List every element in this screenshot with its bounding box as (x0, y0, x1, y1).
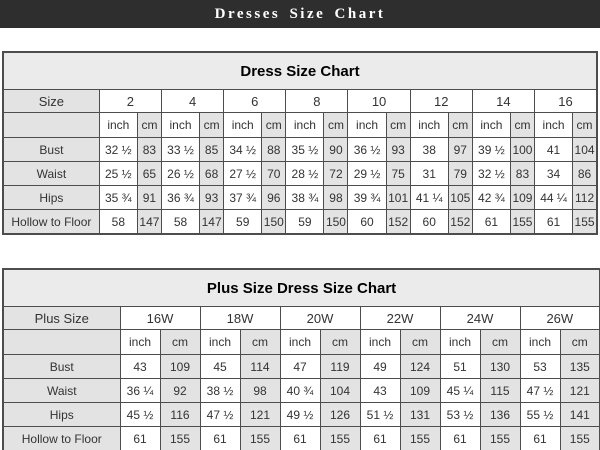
measurement-cm-cell: 105 (448, 186, 472, 210)
measurement-inch-cell: 43 (360, 379, 400, 403)
measurement-inch-cell: 53 ½ (440, 403, 480, 427)
measurement-cm-cell: 155 (480, 427, 520, 450)
measurement-cm-cell: 104 (573, 138, 597, 162)
row-label: Hollow to Floor (3, 210, 99, 235)
measurement-row (3, 138, 597, 162)
measurement-cm-cell: 97 (448, 138, 472, 162)
measurement-cm-cell: 116 (160, 403, 200, 427)
unit-header-cm: cm (573, 113, 597, 138)
measurement-cm-cell: 131 (400, 403, 440, 427)
measurement-row (3, 379, 600, 403)
measurement-inch-cell: 61 (360, 427, 400, 450)
unit-header-inch: inch (161, 113, 199, 138)
measurement-cm-cell: 150 (324, 210, 348, 235)
measurement-cm-cell: 155 (160, 427, 200, 450)
unit-header-inch: inch (348, 113, 386, 138)
unit-header-cm: cm (560, 330, 600, 355)
unit-header-cm: cm (386, 113, 410, 138)
measurement-row (3, 403, 600, 427)
measurement-cm-cell: 147 (200, 210, 224, 235)
measurement-inch-cell: 58 (161, 210, 199, 235)
plus-size-dress-size-chart-table (2, 268, 600, 450)
unit-header-inch: inch (120, 330, 160, 355)
row-label: Waist (3, 162, 99, 186)
row-label: Hips (3, 186, 99, 210)
table-title: Dress Size Chart (3, 52, 597, 90)
measurement-inch-cell: 61 (472, 210, 510, 235)
unit-header-inch: inch (280, 330, 320, 355)
measurement-inch-cell: 36 ½ (348, 138, 386, 162)
measurement-cm-cell: 126 (320, 403, 360, 427)
measurement-row (3, 162, 597, 186)
measurement-cm-cell: 79 (448, 162, 472, 186)
row-label: Bust (3, 355, 120, 379)
measurement-row (3, 210, 597, 235)
measurement-cm-cell: 109 (510, 186, 534, 210)
measurement-inch-cell: 31 (410, 162, 448, 186)
measurement-cm-cell: 92 (160, 379, 200, 403)
dress-size-chart-table (2, 51, 598, 235)
measurement-cm-cell: 65 (137, 162, 161, 186)
measurement-inch-cell: 59 (224, 210, 262, 235)
unit-header-inch: inch (200, 330, 240, 355)
unit-header-inch: inch (360, 330, 400, 355)
measurement-row (3, 427, 600, 450)
unit-header-inch: inch (472, 113, 510, 138)
unit-header-cm: cm (200, 113, 224, 138)
measurement-inch-cell: 61 (535, 210, 573, 235)
measurement-inch-cell: 41 ¼ (410, 186, 448, 210)
measurement-inch-cell: 47 ½ (520, 379, 560, 403)
measurement-inch-cell: 38 (410, 138, 448, 162)
page-header-bar (0, 0, 600, 28)
measurement-cm-cell: 119 (320, 355, 360, 379)
measurement-cm-cell: 124 (400, 355, 440, 379)
unit-header-inch: inch (99, 113, 137, 138)
measurement-inch-cell: 40 ¾ (280, 379, 320, 403)
measurement-inch-cell: 38 ¾ (286, 186, 324, 210)
measurement-cm-cell: 85 (200, 138, 224, 162)
page-title: Dresses Size Chart (214, 5, 386, 22)
measurement-inch-cell: 25 ½ (99, 162, 137, 186)
measurement-cm-cell: 115 (480, 379, 520, 403)
measurement-inch-cell: 61 (120, 427, 160, 450)
measurement-inch-cell: 58 (99, 210, 137, 235)
unit-header-cm: cm (400, 330, 440, 355)
unit-row-label-spacer (3, 113, 99, 138)
measurement-cm-cell: 114 (240, 355, 280, 379)
measurement-inch-cell: 47 (280, 355, 320, 379)
measurement-cm-cell: 155 (320, 427, 360, 450)
unit-row-label-spacer (3, 330, 120, 355)
size-chart-content (0, 28, 600, 450)
size-column-header: 24W (440, 307, 520, 330)
measurement-cm-cell: 152 (448, 210, 472, 235)
measurement-row (3, 355, 600, 379)
row-label: Hips (3, 403, 120, 427)
size-column-header: 4 (161, 90, 223, 113)
measurement-cm-cell: 88 (262, 138, 286, 162)
size-column-header: 20W (280, 307, 360, 330)
unit-header-cm: cm (240, 330, 280, 355)
measurement-cm-cell: 112 (573, 186, 597, 210)
measurement-cm-cell: 104 (320, 379, 360, 403)
measurement-inch-cell: 34 ½ (224, 138, 262, 162)
measurement-cm-cell: 155 (400, 427, 440, 450)
measurement-cm-cell: 155 (510, 210, 534, 235)
row-label: Waist (3, 379, 120, 403)
size-column-header: 26W (520, 307, 600, 330)
size-column-header: 6 (224, 90, 286, 113)
measurement-cm-cell: 141 (560, 403, 600, 427)
measurement-inch-cell: 32 ½ (472, 162, 510, 186)
size-column-header: 18W (200, 307, 280, 330)
measurement-cm-cell: 121 (240, 403, 280, 427)
measurement-inch-cell: 41 (535, 138, 573, 162)
measurement-inch-cell: 36 ¼ (120, 379, 160, 403)
measurement-inch-cell: 51 ½ (360, 403, 400, 427)
unit-header-cm: cm (510, 113, 534, 138)
measurement-cm-cell: 86 (573, 162, 597, 186)
unit-header-inch: inch (224, 113, 262, 138)
measurement-cm-cell: 68 (200, 162, 224, 186)
unit-header-inch: inch (520, 330, 560, 355)
unit-header-cm: cm (137, 113, 161, 138)
measurement-cm-cell: 135 (560, 355, 600, 379)
measurement-cm-cell: 98 (324, 186, 348, 210)
unit-header-inch: inch (286, 113, 324, 138)
measurement-cm-cell: 83 (137, 138, 161, 162)
size-column-header: 2 (99, 90, 161, 113)
measurement-cm-cell: 136 (480, 403, 520, 427)
measurement-inch-cell: 33 ½ (161, 138, 199, 162)
measurement-inch-cell: 36 ¾ (161, 186, 199, 210)
measurement-cm-cell: 100 (510, 138, 534, 162)
measurement-row (3, 186, 597, 210)
unit-header-inch: inch (440, 330, 480, 355)
measurement-inch-cell: 45 ¼ (440, 379, 480, 403)
measurement-inch-cell: 60 (410, 210, 448, 235)
size-label-header: Size (3, 90, 99, 113)
measurement-inch-cell: 61 (520, 427, 560, 450)
measurement-cm-cell: 96 (262, 186, 286, 210)
size-column-header: 10 (348, 90, 410, 113)
measurement-inch-cell: 55 ½ (520, 403, 560, 427)
unit-header-cm: cm (448, 113, 472, 138)
measurement-inch-cell: 60 (348, 210, 386, 235)
measurement-inch-cell: 28 ½ (286, 162, 324, 186)
measurement-cm-cell: 155 (240, 427, 280, 450)
table-title: Plus Size Dress Size Chart (3, 269, 600, 307)
measurement-cm-cell: 109 (160, 355, 200, 379)
measurement-cm-cell: 75 (386, 162, 410, 186)
measurement-inch-cell: 61 (440, 427, 480, 450)
measurement-cm-cell: 130 (480, 355, 520, 379)
measurement-inch-cell: 61 (200, 427, 240, 450)
measurement-inch-cell: 35 ¾ (99, 186, 137, 210)
measurement-inch-cell: 61 (280, 427, 320, 450)
measurement-inch-cell: 49 (360, 355, 400, 379)
unit-header-cm: cm (480, 330, 520, 355)
size-column-header: 14 (472, 90, 534, 113)
measurement-inch-cell: 59 (286, 210, 324, 235)
row-label: Hollow to Floor (3, 427, 120, 450)
measurement-cm-cell: 93 (200, 186, 224, 210)
measurement-cm-cell: 98 (240, 379, 280, 403)
measurement-inch-cell: 26 ½ (161, 162, 199, 186)
unit-header-cm: cm (160, 330, 200, 355)
measurement-inch-cell: 45 ½ (120, 403, 160, 427)
measurement-cm-cell: 147 (137, 210, 161, 235)
measurement-cm-cell: 152 (386, 210, 410, 235)
size-column-header: 22W (360, 307, 440, 330)
unit-header-inch: inch (410, 113, 448, 138)
measurement-cm-cell: 155 (560, 427, 600, 450)
measurement-cm-cell: 121 (560, 379, 600, 403)
measurement-inch-cell: 34 (535, 162, 573, 186)
measurement-inch-cell: 37 ¾ (224, 186, 262, 210)
measurement-cm-cell: 70 (262, 162, 286, 186)
measurement-inch-cell: 38 ½ (200, 379, 240, 403)
size-column-header: 16 (535, 90, 598, 113)
size-column-header: 8 (286, 90, 348, 113)
unit-header-cm: cm (324, 113, 348, 138)
row-label: Bust (3, 138, 99, 162)
measurement-cm-cell: 109 (400, 379, 440, 403)
measurement-cm-cell: 93 (386, 138, 410, 162)
measurement-inch-cell: 44 ¼ (535, 186, 573, 210)
measurement-inch-cell: 39 ¾ (348, 186, 386, 210)
measurement-inch-cell: 32 ½ (99, 138, 137, 162)
measurement-cm-cell: 150 (262, 210, 286, 235)
unit-header-inch: inch (535, 113, 573, 138)
measurement-inch-cell: 35 ½ (286, 138, 324, 162)
measurement-inch-cell: 29 ½ (348, 162, 386, 186)
measurement-inch-cell: 47 ½ (200, 403, 240, 427)
size-column-header: 12 (410, 90, 472, 113)
measurement-inch-cell: 45 (200, 355, 240, 379)
measurement-inch-cell: 42 ¾ (472, 186, 510, 210)
measurement-cm-cell: 83 (510, 162, 534, 186)
measurement-inch-cell: 49 ½ (280, 403, 320, 427)
measurement-cm-cell: 91 (137, 186, 161, 210)
measurement-cm-cell: 101 (386, 186, 410, 210)
measurement-cm-cell: 72 (324, 162, 348, 186)
size-column-header: 16W (120, 307, 200, 330)
measurement-inch-cell: 39 ½ (472, 138, 510, 162)
measurement-cm-cell: 90 (324, 138, 348, 162)
measurement-cm-cell: 155 (573, 210, 597, 235)
unit-header-cm: cm (320, 330, 360, 355)
measurement-inch-cell: 43 (120, 355, 160, 379)
measurement-inch-cell: 53 (520, 355, 560, 379)
size-label-header: Plus Size (3, 307, 120, 330)
unit-header-cm: cm (262, 113, 286, 138)
measurement-inch-cell: 27 ½ (224, 162, 262, 186)
measurement-inch-cell: 51 (440, 355, 480, 379)
